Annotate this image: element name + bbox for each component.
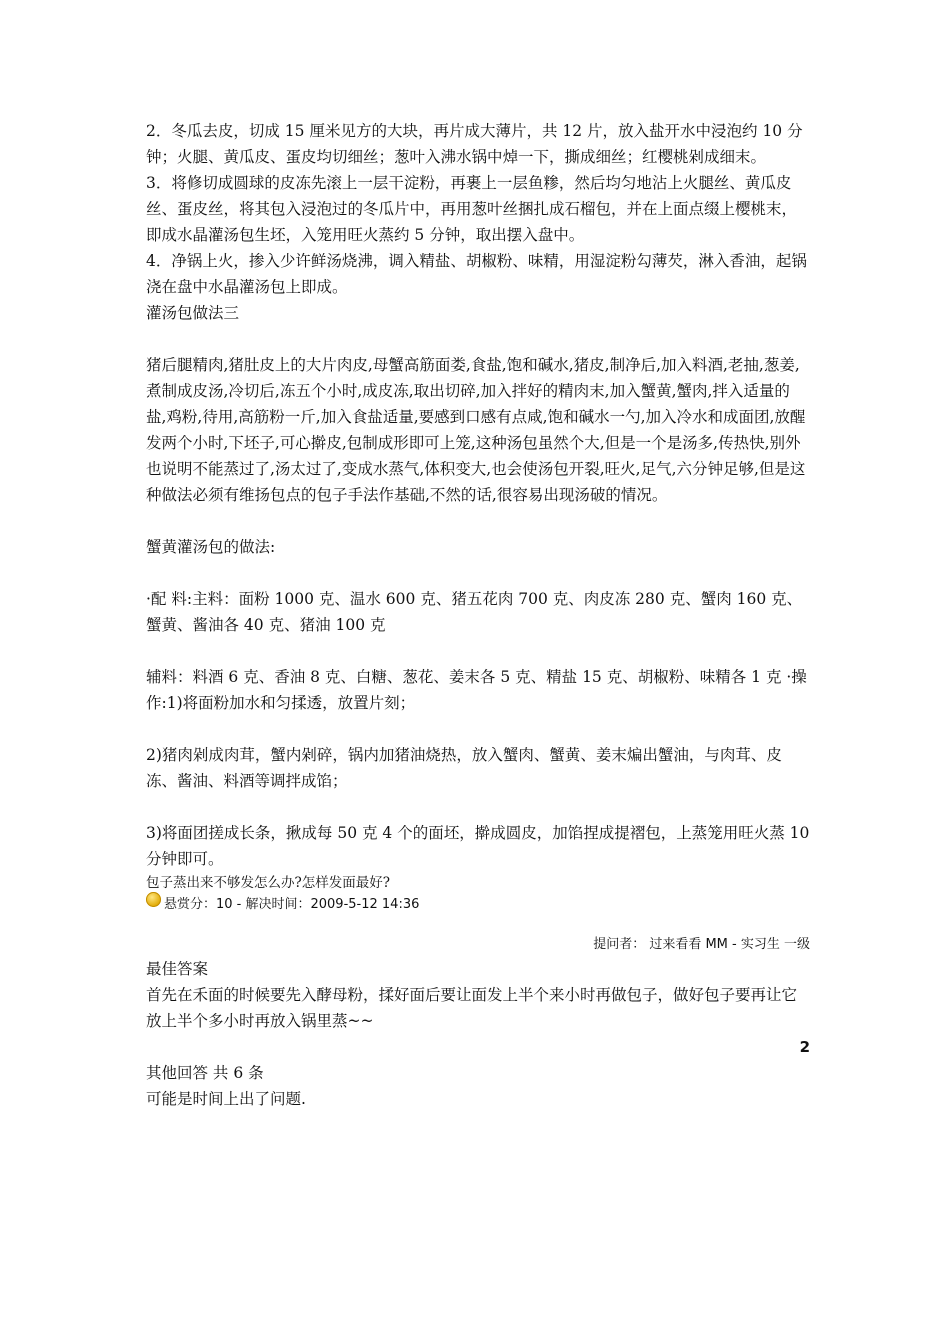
method-3-heading: 灌汤包做法三 [146, 304, 240, 322]
asker-info: 提问者： 过来看看 MM - 实习生 一级 [593, 937, 810, 952]
best-answer-label: 最佳答案 [146, 960, 209, 978]
page-number: 2 [799, 1038, 810, 1056]
question-title: 包子蒸出来不够发怎么办?怎样发面最好? [146, 875, 390, 891]
document-content [146, 118, 810, 1112]
step-3-paragraph: 3．将修切成圆球的皮冻先滚上一层干淀粉，再裹上一层鱼糁，然后均匀地沾上火腿丝、黄瓜皮丝、蛋皮丝，将其包入浸泡过的冬瓜片中，再用葱叶丝捆扎成石榴包，并在上面点缀上樱桃末，即成水晶灌汤包生坯，入笼用旺火蒸约 5 分钟，取出摆入盘中。 [146, 174, 798, 244]
method-3-body: 猪后腿精肉,猪肚皮上的大片肉皮,母蟹高筋面娄,食盐,饱和碱水,猪皮,制净后,加入料酒,老抽,葱姜,煮制成皮汤,冷切后,冻五个小时,成皮冻,取出切碎,加入拌好的精肉末,加入蟹黄,蟹肉,拌入适量的盐,鸡粉,待用,高筋粉一斤,加入食盐适量,要感到口感有点咸,饱和碱水一勺,加入冷水和成面团,放醒发两个小时,下坯子,可心擀皮,包制成形即可上笼,这种汤包虽然个大,但是一个是汤多,传热快,别外也说明不能蒸过了,汤太过了,变成水蒸气,体积变大,也会使汤包开裂,旺火,足气,六分钟足够,但是这种做法必须有维扬包点的包子手法作基础,不然的话,很容易出现汤破的情况。 [146, 356, 806, 504]
operation-3-paragraph: 3)将面团搓成长条，揪成每 50 克 4 个的面坯，擀成圆皮，加馅捏成提褶包，上蒸笼用旺火蒸 10 分钟即可。 [146, 824, 810, 868]
step-2-paragraph: 2．冬瓜去皮，切成 15 厘米见方的大块，再片成大薄片，共 12 片，放入盐开水中浸泡约 10 分钟；火腿、黄瓜皮、蛋皮均切细丝；葱叶入沸水锅中焯一下，撕成细丝；红樱桃剁成细末。 [146, 122, 803, 166]
step-4-paragraph: 4．净锅上火，掺入少许鲜汤烧沸，调入精盐、胡椒粉、味精，用湿淀粉勾薄芡，淋入香油，起锅浇在盘中水晶灌汤包上即成。 [146, 252, 807, 296]
operation-2-paragraph: 2)猪肉剁成肉茸，蟹内剁碎，锅内加猪油烧热，放入蟹肉、蟹黄、姜末煸出蟹油，与肉茸、皮冻、酱油、料酒等调拌成馅； [146, 746, 782, 790]
best-answer-text: 首先在禾面的时候要先入酵母粉，揉好面后要让面发上半个来小时再做包子，做好包子要再让它放上半个多小时再放入锅里蒸~~ [146, 986, 798, 1030]
ingredients-paragraph: ·配 料:主料：面粉 1000 克、温水 600 克、猪五花肉 700 克、肉皮冻 280 克、蟹肉 160 克、蟹黄、酱油各 40 克、猪油 100 克 [146, 590, 803, 634]
crab-recipe-heading: 蟹黄灌汤包的做法: [146, 538, 276, 556]
question-meta [146, 894, 810, 916]
other-answer-text: 可能是时间上出了问题. [146, 1090, 306, 1108]
auxiliary-paragraph: 辅料：料酒 6 克、香油 8 克、白糖、葱花、姜末各 5 克、精盐 15 克、胡椒粉、味精各 1 克 ·操作:1)将面粉加水和匀揉透，放置片刻； [146, 668, 807, 712]
reward-and-time: 悬赏分：10 - 解决时间：2009-5-12 14:36 [164, 897, 420, 912]
other-answers-label: 其他回答 共 6 条 [146, 1064, 264, 1082]
coin-icon [146, 892, 161, 907]
